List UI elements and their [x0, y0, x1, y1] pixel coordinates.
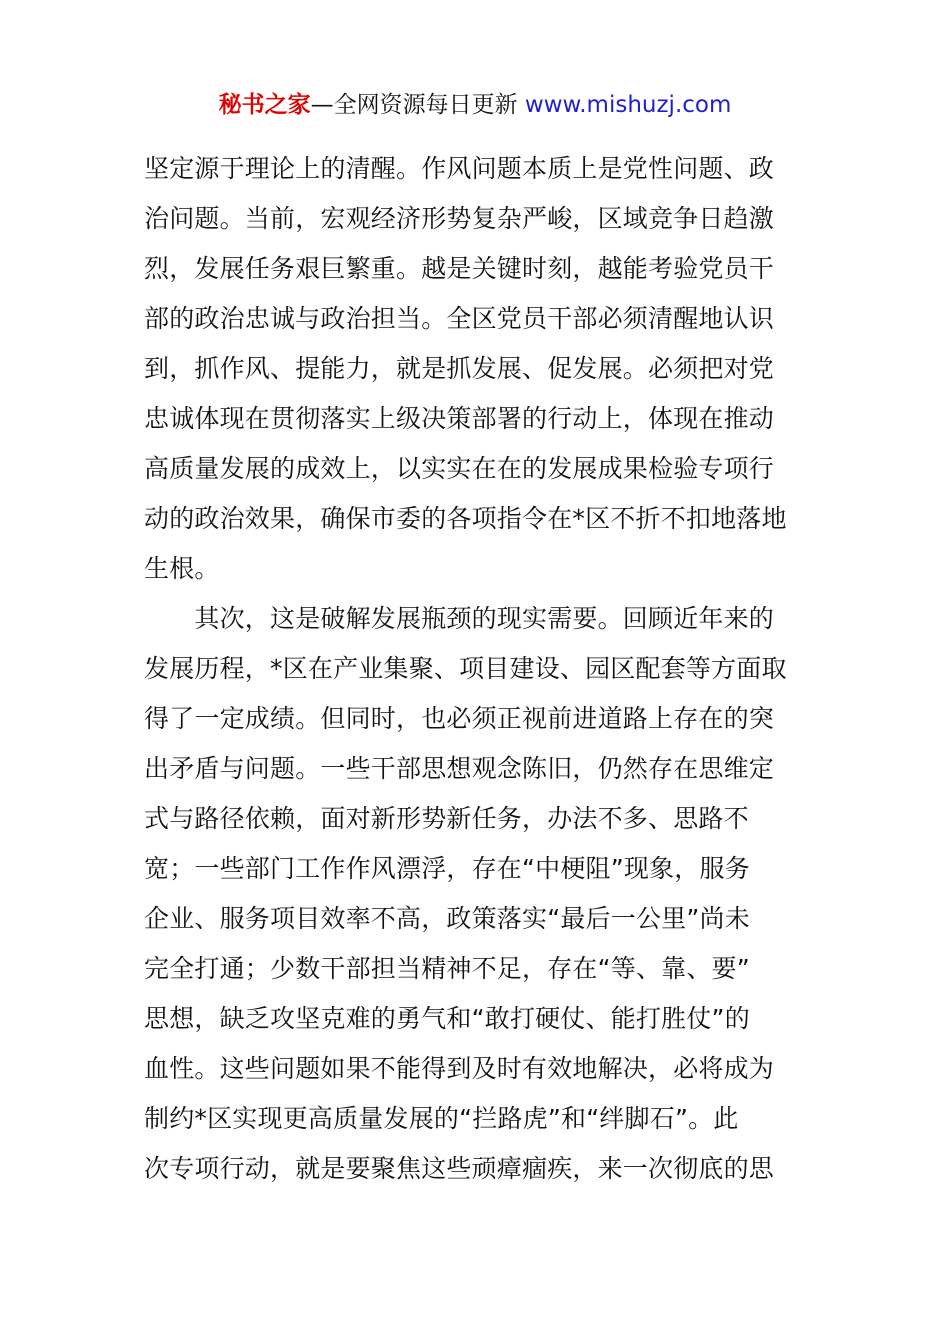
text-line: 式与路径依赖，面对新形势新任务，办法不多、思路不 [144, 804, 749, 833]
text-line: 到，抓作风、提能力，就是抓发展、促发展。必须把对党 [144, 354, 775, 383]
text-line: 得了一定成绩。但同时，也必须正视前进道路上存在的突 [144, 704, 775, 733]
text-line: 次专项行动，就是要聚焦这些顽瘴痼疾，来一次彻底的思 [144, 1154, 775, 1183]
text-line: 部的政治忠诚与政治担当。全区党员干部必须清醒地认识 [144, 304, 775, 333]
text-line: 完全打通；少数干部担当精神不足，存在“等、靠、要” [144, 954, 750, 983]
header-slogan: —全网资源每日更新 [310, 92, 525, 118]
text-line: 思想，缺乏攻坚克难的勇气和“敢打硬仗、能打胜仗”的 [144, 1004, 750, 1033]
text-line: 血性。这些问题如果不能得到及时有效地解决，必将成为 [144, 1054, 775, 1083]
text-line: 其次，这是破解发展瓶颈的现实需要。回顾近年来的 [144, 604, 775, 633]
text-line: 宽；一些部门工作作风漂浮，存在“中梗阻”现象，服务 [144, 854, 750, 883]
header-url: www.mishuzj.com [524, 92, 732, 118]
text-line: 生根。 [144, 554, 220, 583]
page-header [0, 88, 950, 122]
body-text [144, 144, 808, 1194]
text-line: 动的政治效果，确保市委的各项指令在*区不折不扣地落地 [144, 504, 787, 533]
text-line: 坚定源于理论上的清醒。作风问题本质上是党性问题、政 [144, 154, 775, 183]
text-line: 治问题。当前，宏观经济形势复杂严峻，区域竞争日趋激 [144, 204, 775, 233]
text-line: 企业、服务项目效率不高，政策落实“最后一公里”尚未 [144, 904, 750, 933]
text-line: 发展历程，*区在产业集聚、项目建设、园区配套等方面取 [144, 654, 787, 683]
header-brand: 秘书之家 [218, 92, 311, 118]
text-line: 高质量发展的成效上，以实实在在的发展成果检验专项行 [144, 454, 775, 483]
text-line: 忠诚体现在贯彻落实上级决策部署的行动上，体现在推动 [144, 404, 775, 433]
text-line: 出矛盾与问题。一些干部思想观念陈旧，仍然存在思维定 [144, 754, 775, 783]
text-line: 制约*区实现更高质量发展的“拦路虎”和“绊脚石”。此 [144, 1104, 739, 1133]
text-line: 烈，发展任务艰巨繁重。越是关键时刻，越能考验党员干 [144, 254, 775, 283]
